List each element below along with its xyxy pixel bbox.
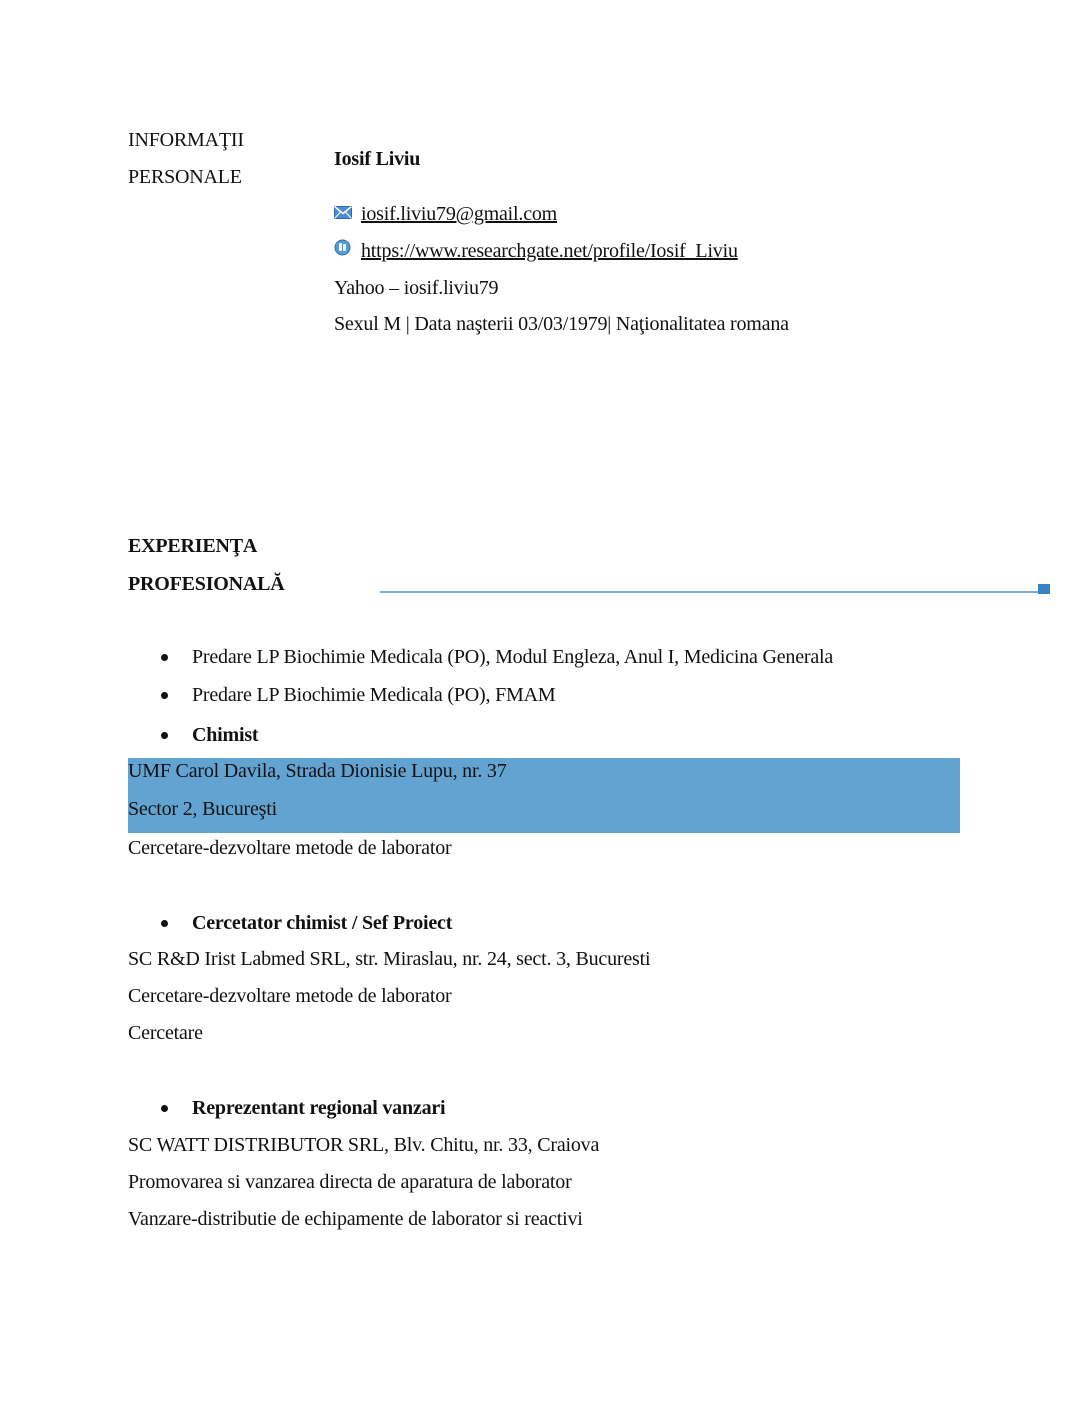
envelope-icon [334, 206, 352, 224]
yahoo-contact: Yahoo – iosif.liviu79 [334, 277, 499, 299]
job-employer-line2: Sector 2, Bucureşti [128, 798, 277, 820]
bullet-icon [161, 1105, 168, 1112]
section-divider-marker [1038, 584, 1050, 594]
job-employer: SC WATT DISTRIBUTOR SRL, Blv. Chitu, nr. 33, Craiova [128, 1134, 600, 1156]
personal-section-label-line1: INFORMAŢII [128, 129, 244, 151]
job-employer: SC R&D Irist Labmed SRL, str. Miraslau, nr. 24, sect. 3, Bucuresti [128, 948, 651, 970]
section-divider [380, 591, 1038, 593]
experience-section-label-line1: EXPERIENŢA [128, 535, 258, 557]
job-title: Chimist [192, 724, 259, 746]
email-link[interactable]: iosif.liviu79@gmail.com [361, 203, 558, 225]
job-field: Vanzare-distributie de echipamente de laborator si reactivi [128, 1208, 583, 1230]
list-item: Predare LP Biochimie Medicala (PO), Modul Engleza, Anul I, Medicina Generala [192, 646, 834, 668]
personal-details: Sexul M | Data naşterii 03/03/1979| Naţionalitatea romana [334, 313, 789, 335]
job-activity: Promovarea si vanzarea directa de aparatura de laborator [128, 1171, 572, 1193]
job-activity: Cercetare-dezvoltare metode de laborator [128, 985, 452, 1007]
researchgate-icon [334, 239, 351, 261]
job-activity: Cercetare-dezvoltare metode de laborator [128, 837, 452, 859]
website-link[interactable]: https://www.researchgate.net/profile/Iosif_Liviu [361, 240, 738, 262]
job-field: Cercetare [128, 1022, 203, 1044]
bullet-icon [161, 920, 168, 927]
personal-section-label-line2: PERSONALE [128, 166, 242, 188]
job-title: Cercetator chimist / Sef Proiect [192, 912, 453, 934]
job-employer-line1: UMF Carol Davila, Strada Dionisie Lupu, nr. 37 [128, 760, 507, 782]
experience-section-label-line2: PROFESIONALĂ [128, 573, 285, 595]
person-name: Iosif Liviu [334, 148, 421, 170]
bullet-icon [161, 732, 168, 739]
bullet-icon [161, 654, 168, 661]
bullet-icon [161, 692, 168, 699]
job-title: Reprezentant regional vanzari [192, 1097, 446, 1119]
list-item: Predare LP Biochimie Medicala (PO), FMAM [192, 684, 556, 706]
